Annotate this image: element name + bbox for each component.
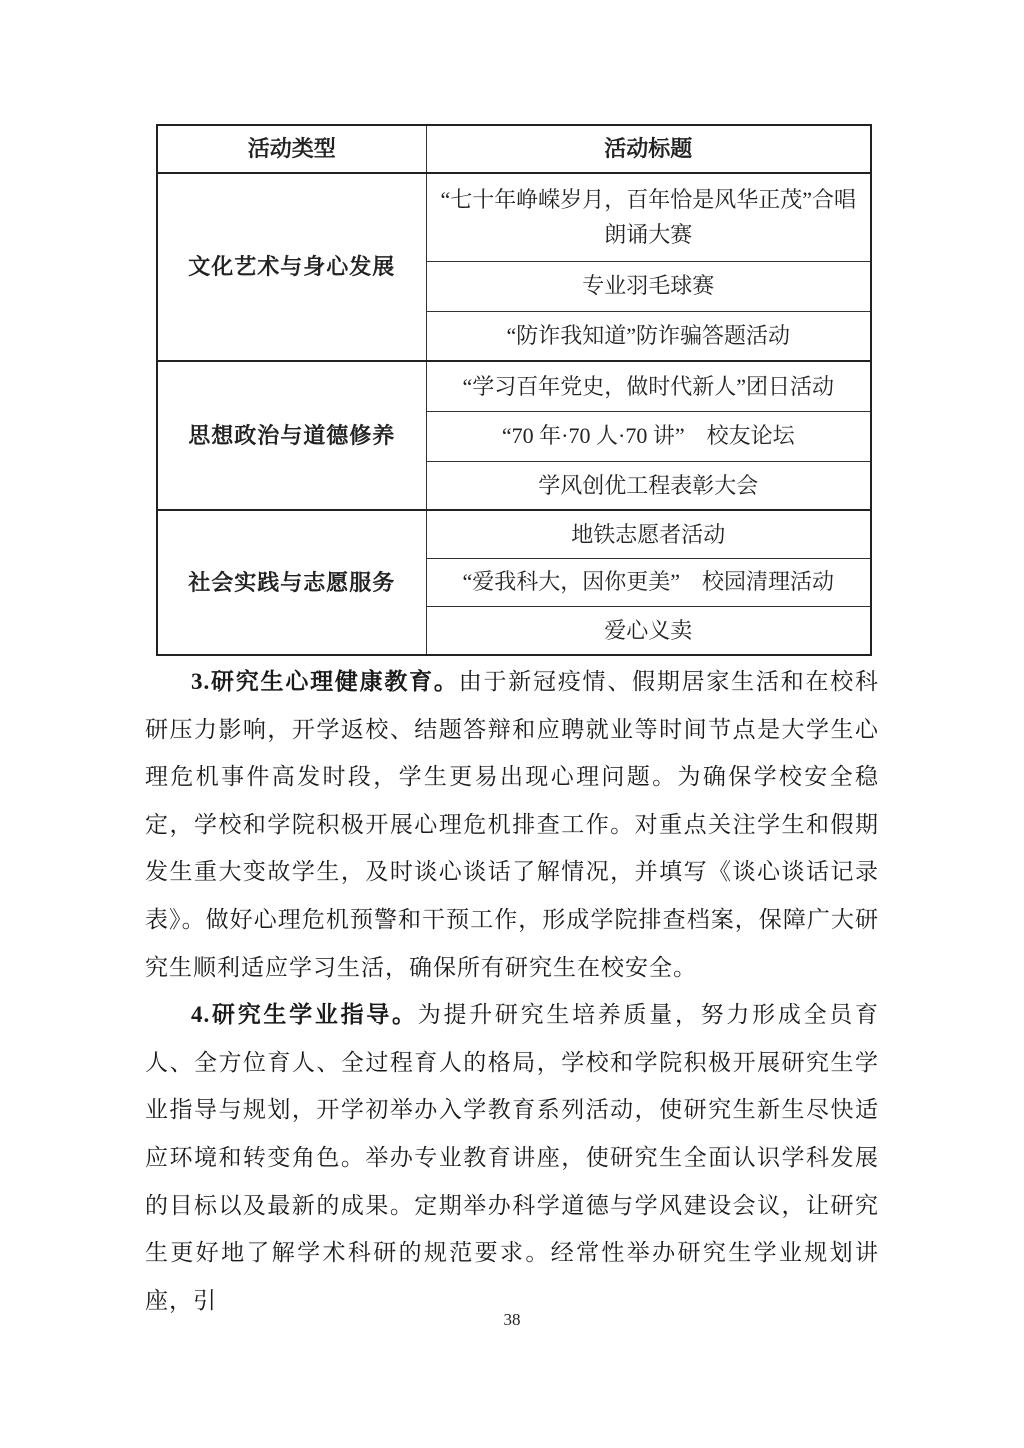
column-header-activity-type: 活动类型 — [157, 125, 426, 173]
activity-cell: “防诈我知道”防诈骗答题活动 — [426, 311, 871, 361]
activity-cell: “70 年·70 人·70 讲” 校友论坛 — [426, 411, 871, 461]
activity-cell: 爱心义卖 — [426, 606, 871, 655]
table-header-row — [157, 125, 871, 173]
category-cell-culture-art: 文化艺术与身心发展 — [157, 173, 426, 361]
activity-cell: “学习百年党史，做时代新人”团日活动 — [426, 361, 871, 411]
category-cell-ideology-morality: 思想政治与道德修养 — [157, 361, 426, 510]
category-cell-social-practice: 社会实践与志愿服务 — [157, 510, 426, 655]
column-header-activity-title: 活动标题 — [426, 125, 871, 173]
activities-table — [156, 124, 872, 656]
page-number: 38 — [503, 1310, 521, 1329]
activity-cell: 地铁志愿者活动 — [426, 510, 871, 558]
paragraph-body: 为提升研究生培养质量，努力形成全员育人、全方位育人、全过程育人的格局，学校和学院积极开展研究生学业指导与规划，开学初举办入学教育系列活动，使研究生新生尽快适应环境和转变角色。举办专业教育讲座，使研究生全面认识学科发展的目标以及最新的成果。定期举办科学道德与学风建设会议，让研究生更好地了解学术科研的规范要求。经常性举办研究生学业规划讲座，引 — [145, 1002, 880, 1313]
body-text — [145, 658, 879, 1324]
activity-cell: 专业羽毛球赛 — [426, 261, 871, 311]
activity-cell: “七十年峥嵘岁月，百年恰是风华正茂”合唱朗诵大赛 — [426, 173, 871, 261]
activity-cell: 学风创优工程表彰大会 — [426, 461, 871, 510]
activity-cell: “爱我科大，因你更美” 校园清理活动 — [426, 558, 871, 606]
paragraph-lead: 3.研究生心理健康教育。 — [191, 669, 459, 694]
table-row — [157, 510, 871, 558]
table-row — [157, 173, 871, 261]
table-row — [157, 361, 871, 411]
paragraph-lead: 4.研究生学业指导。 — [191, 1002, 418, 1028]
paragraph-body: 由于新冠疫情、假期居家生活和在校科研压力影响，开学返校、结题答辩和应聘就业等时间节点是大学生心理危机事件高发时段，学生更易出现心理问题。为确保学校安全稳定，学校和学院积极开展心理危机排查工作。对重点关注学生和假期发生重大变故学生，及时谈心谈话了解情况，并填写《谈心谈话记录表》。做好心理危机预警和干预工作，形成学院排查档案，保障广大研究生顺利适应学习生活，确保所有研究生在校安全。 — [145, 669, 880, 980]
paragraph-academic-guidance — [145, 991, 879, 1324]
paragraph-psychological-health — [145, 658, 879, 991]
